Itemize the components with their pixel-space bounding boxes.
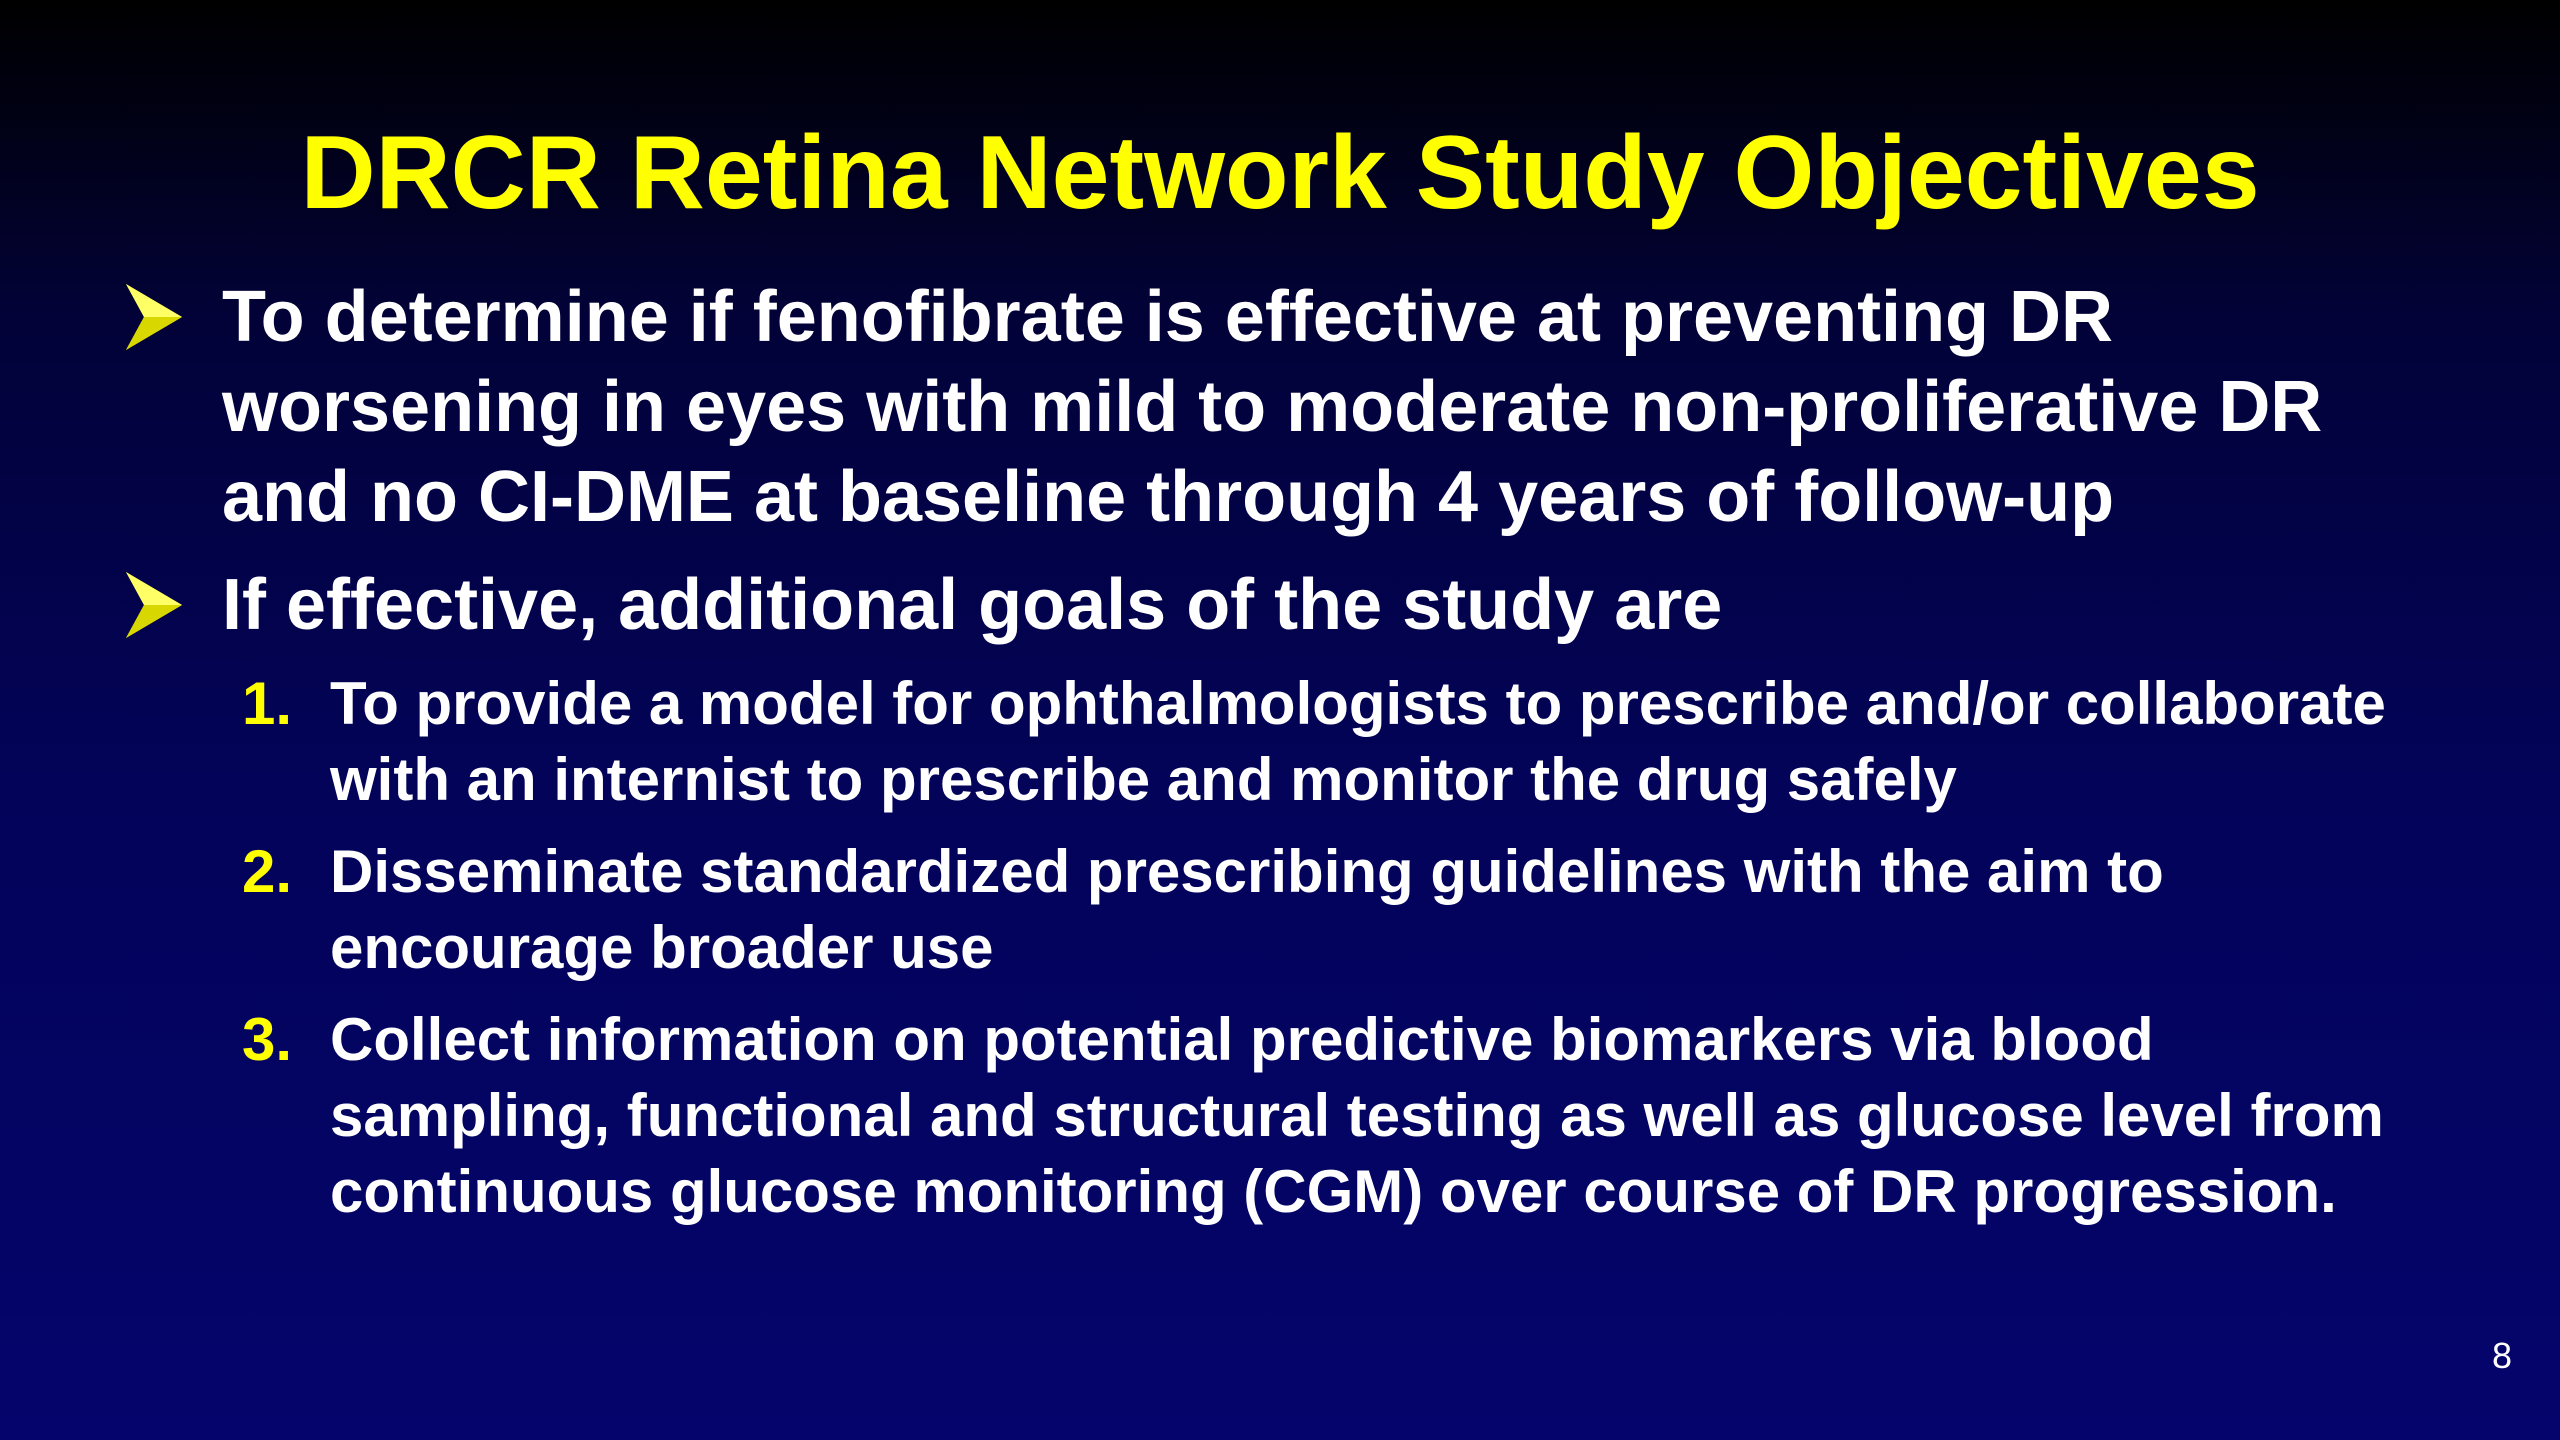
page-number: 8 [2491,1335,2512,1376]
numbered-item [242,834,2442,986]
arrow-bullet-icon [122,568,186,642]
item-text: To provide a model for ophthalmologists to prescribe and/or collaborate with an internist to prescribe and monitor the drug safely [330,670,2386,813]
numbered-item [242,1002,2442,1230]
arrow-bullet-icon [122,280,186,354]
slide-title: DRCR Retina Network Study Objectives [300,115,2260,231]
item-number: 1. [242,670,293,737]
item-number: 3. [242,1006,293,1073]
bullet-text: If effective, additional goals of the study are [222,565,1723,645]
item-number: 2. [242,838,293,905]
numbered-item [242,666,2442,818]
bullet-item [122,560,2462,650]
item-text: Disseminate standardized prescribing guidelines with the aim to encourage broader use [330,838,2164,981]
bullet-text: To determine if fenofibrate is effective at preventing DR worsening in eyes with mild to moderate non-proliferative DR and no CI-DME at baseline through 4 years of follow-up [222,277,2323,537]
bullet-item [122,272,2462,542]
item-text: Collect information on potential predictive biomarkers via blood sampling, functional and structural testing as well as glucose level from continuous glucose monitoring (CGM) over course of DR progression. [330,1006,2384,1225]
